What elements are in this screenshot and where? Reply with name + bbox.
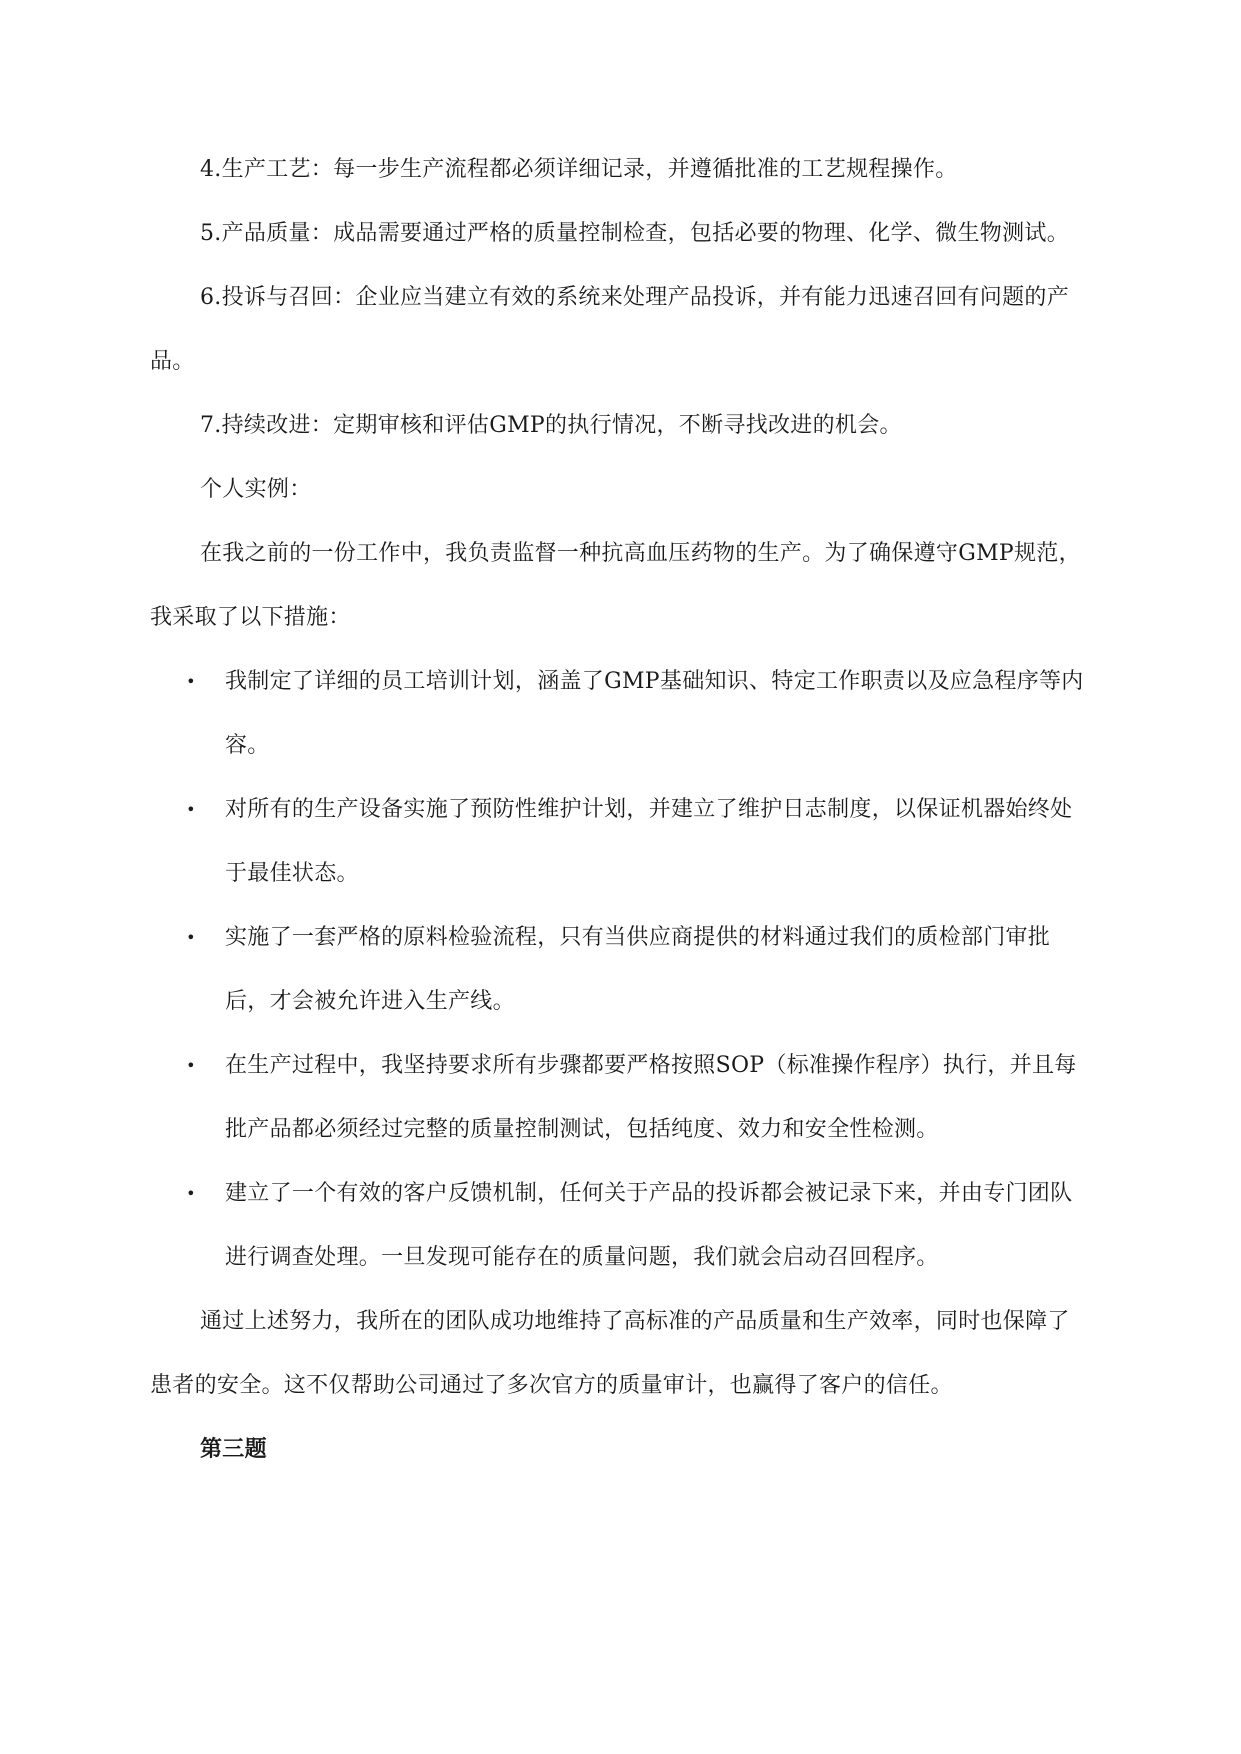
paragraph-product-quality: 5.产品质量：成品需要通过严格的质量控制检查，包括必要的物理、化学、微生物测试。 [200,221,1069,246]
list-item-text: 实施了一套严格的原料检验流程，只有当供应商提供的材料通过我们的质检部门审批后，才会被允许进入生产线。 [225,925,1051,1014]
paragraph-conclusion: 通过上述努力，我所在的团队成功地维持了高标准的产品质量和生产效率，同时也保障了患者的安全。这不仅帮助公司通过了多次官方的质量审计，也赢得了客户的信任。 [150,1309,1070,1398]
list-item [150,1162,1090,1290]
list-item-text: 在生产过程中，我坚持要求所有步骤都要严格按照SOP（标准操作程序）执行，并且每批产品都必须经过完整的质量控制测试，包括纯度、效力和安全性检测。 [225,1053,1077,1142]
bullet-dot-icon: • [186,928,196,947]
list-item [150,650,1090,778]
list-item-text: 我制定了详细的员工培训计划，涵盖了GMP基础知识、特定工作职责以及应急程序等内容。 [225,669,1084,758]
bullet-dot-icon: • [186,1184,196,1203]
list-item [150,1034,1090,1162]
list-item [150,906,1090,1034]
bullet-dot-icon: • [186,672,196,691]
paragraph-personal-example-label: 个人实例： [200,477,312,502]
list-item-text: 建立了一个有效的客户反馈机制，任何关于产品的投诉都会被记录下来，并由专门团队进行调查处理。一旦发现可能存在的质量问题，我们就会启动召回程序。 [225,1181,1073,1270]
paragraph-complaints-recall: 6.投诉与召回：企业应当建立有效的系统来处理产品投诉，并有能力迅速召回有问题的产品。 [150,285,1069,374]
bullet-dot-icon: • [186,800,196,819]
bullet-dot-icon: • [186,1056,196,1075]
measures-list [150,650,1090,1290]
document-body [150,138,1090,1482]
list-item-text: 对所有的生产设备实施了预防性维护计划，并建立了维护日志制度，以保证机器始终处于最佳状态。 [225,797,1073,886]
paragraph-personal-example-intro: 在我之前的一份工作中，我负责监督一种抗高血压药物的生产。为了确保遵守GMP规范，我采取了以下措施： [150,541,1081,630]
paragraph-production-process: 4.生产工艺：每一步生产流程都必须详细记录，并遵循批准的工艺规程操作。 [200,157,958,182]
list-item [150,778,1090,906]
paragraph-continuous-improvement: 7.持续改进：定期审核和评估GMP的执行情况，不断寻找改进的机会。 [200,413,902,438]
section-heading: 第三题 [200,1437,267,1462]
